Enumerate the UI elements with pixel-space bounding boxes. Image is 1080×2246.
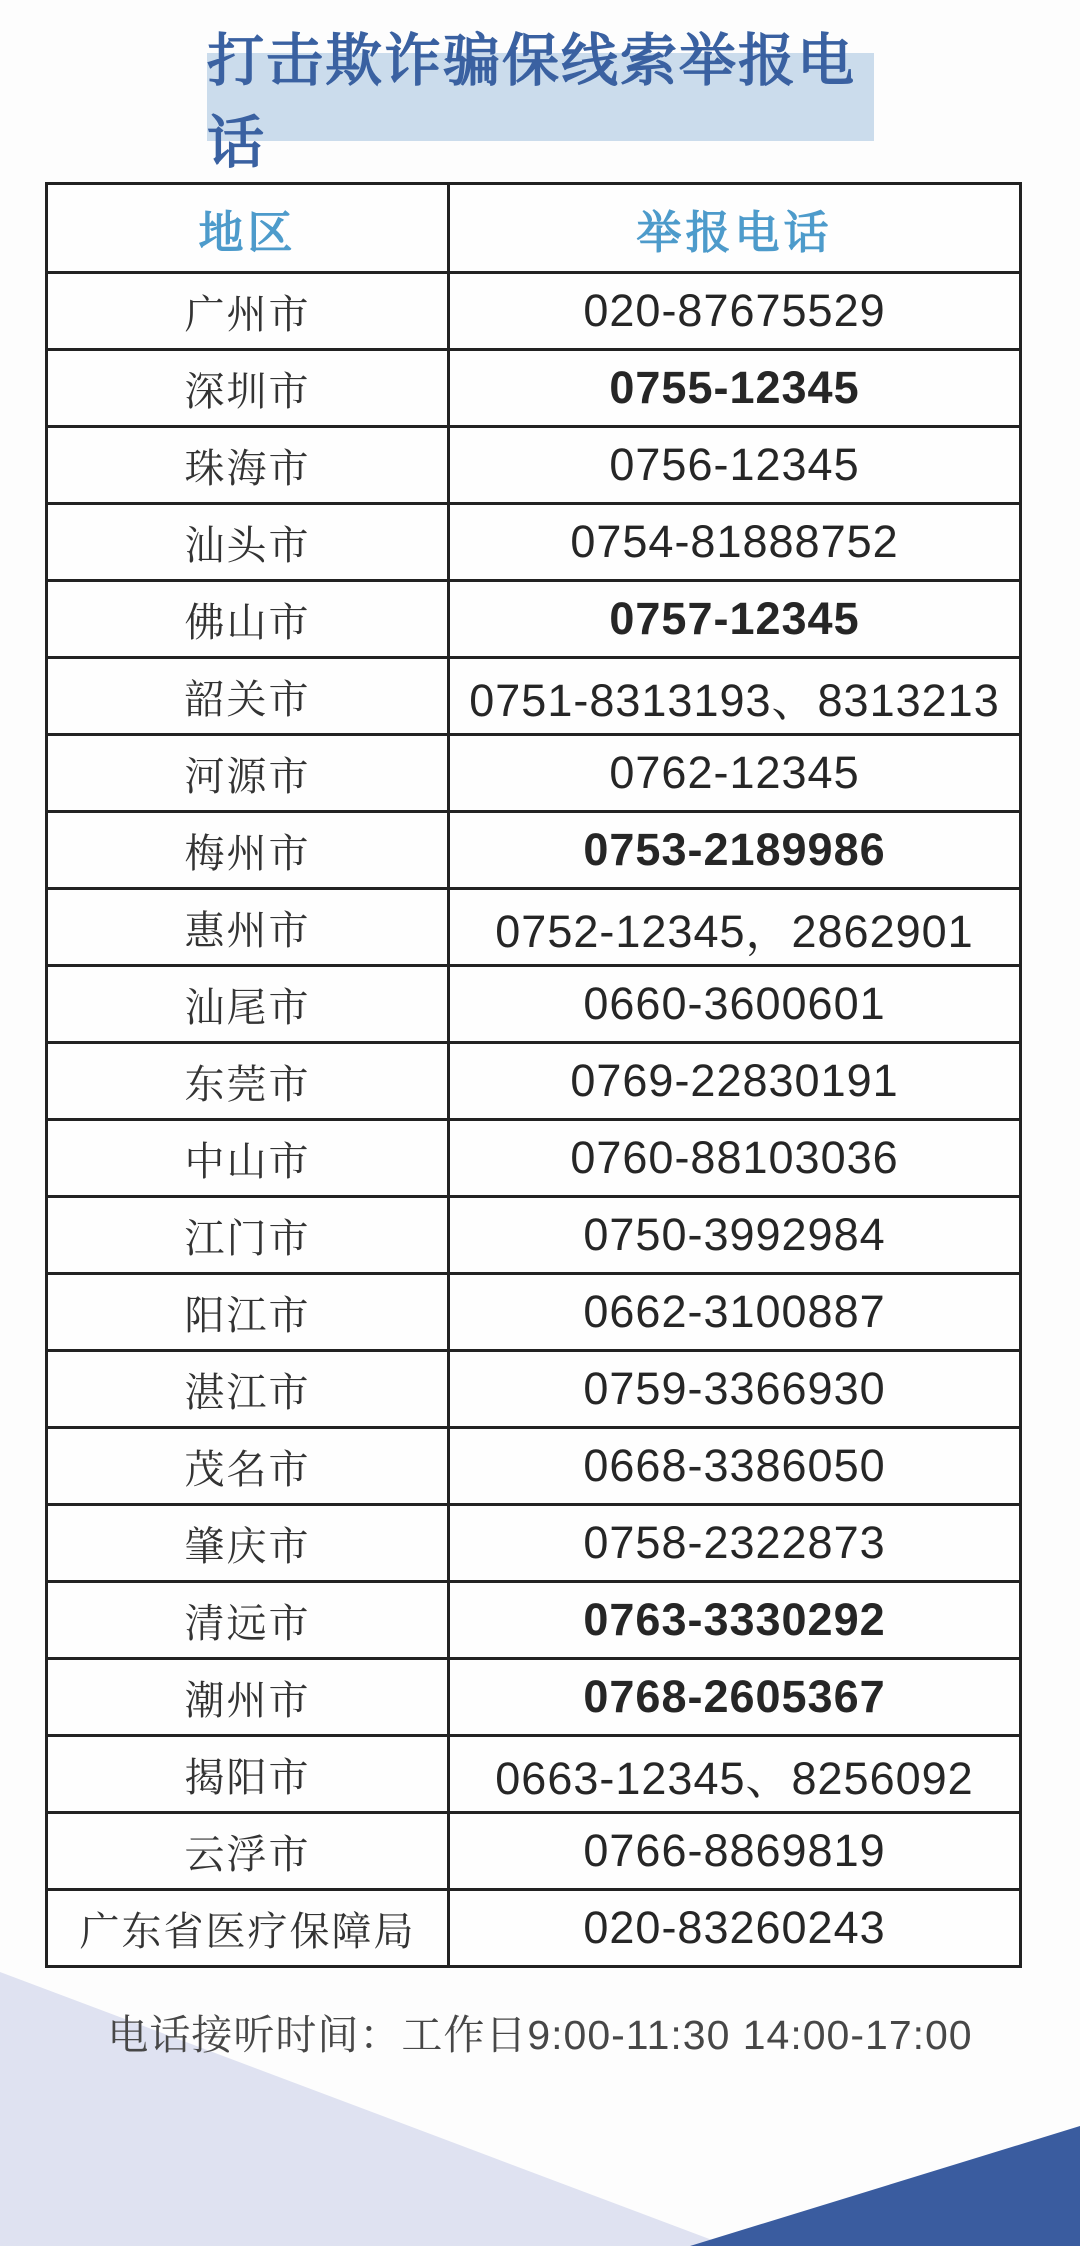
region-cell: 东莞市	[47, 1043, 449, 1120]
phone-cell: 0754-81888752	[449, 504, 1021, 581]
table-row	[47, 350, 1021, 427]
table-row	[47, 658, 1021, 735]
phone-cell: 0662-3100887	[449, 1274, 1021, 1351]
region-cell: 韶关市	[47, 658, 449, 735]
title-banner	[207, 29, 874, 175]
region-cell: 汕尾市	[47, 966, 449, 1043]
phone-cell: 0757-12345	[449, 581, 1021, 658]
phone-cell: 0752-12345，2862901	[449, 889, 1021, 966]
table-row	[47, 427, 1021, 504]
region-cell: 广州市	[47, 273, 449, 350]
table-row	[47, 1274, 1021, 1351]
phone-cell: 0751-8313193、8313213	[449, 658, 1021, 735]
region-cell: 珠海市	[47, 427, 449, 504]
phone-cell: 020-87675529	[449, 273, 1021, 350]
table-row	[47, 1736, 1021, 1813]
region-column-header: 地区	[47, 184, 449, 273]
phone-column-header: 举报电话	[449, 184, 1021, 273]
call-hours-note: 电话接听时间：工作日9:00-11:30 14:00-17:00	[107, 2012, 973, 2058]
table-row	[47, 966, 1021, 1043]
region-cell: 湛江市	[47, 1351, 449, 1428]
phone-cell: 0753-2189986	[449, 812, 1021, 889]
table-row	[47, 889, 1021, 966]
region-cell: 清远市	[47, 1582, 449, 1659]
phone-cell: 0769-22830191	[449, 1043, 1021, 1120]
table-row	[47, 1890, 1021, 1967]
region-cell: 梅州市	[47, 812, 449, 889]
phone-cell: 0762-12345	[449, 735, 1021, 812]
phone-cell: 0755-12345	[449, 350, 1021, 427]
table-row	[47, 1428, 1021, 1505]
table-row	[47, 1197, 1021, 1274]
table-row	[47, 1120, 1021, 1197]
table-row	[47, 1813, 1021, 1890]
table-row	[47, 1043, 1021, 1120]
region-cell: 惠州市	[47, 889, 449, 966]
phone-cell: 0763-3330292	[449, 1582, 1021, 1659]
region-cell: 阳江市	[47, 1274, 449, 1351]
table-row	[47, 812, 1021, 889]
phone-cell: 020-83260243	[449, 1890, 1021, 1967]
region-cell: 河源市	[47, 735, 449, 812]
phone-cell: 0756-12345	[449, 427, 1021, 504]
phone-cell: 0759-3366930	[449, 1351, 1021, 1428]
phone-cell: 0668-3386050	[449, 1428, 1021, 1505]
table-header-row	[47, 184, 1021, 273]
region-cell: 深圳市	[47, 350, 449, 427]
region-cell: 中山市	[47, 1120, 449, 1197]
hotline-table	[45, 182, 1022, 1968]
region-cell: 肇庆市	[47, 1505, 449, 1582]
phone-cell: 0768-2605367	[449, 1659, 1021, 1736]
phone-cell: 0766-8869819	[449, 1813, 1021, 1890]
bottom-right-triangle-decoration	[690, 2126, 1080, 2246]
region-cell: 茂名市	[47, 1428, 449, 1505]
hotline-table-container	[45, 182, 1022, 1968]
phone-cell: 0663-12345、8256092	[449, 1736, 1021, 1813]
region-cell: 江门市	[47, 1197, 449, 1274]
phone-cell: 0760-88103036	[449, 1120, 1021, 1197]
table-row	[47, 1659, 1021, 1736]
phone-cell: 0660-3600601	[449, 966, 1021, 1043]
phone-cell: 0758-2322873	[449, 1505, 1021, 1582]
table-row	[47, 504, 1021, 581]
page-title: 打击欺诈骗保线索举报电话	[207, 29, 856, 175]
region-cell: 云浮市	[47, 1813, 449, 1890]
region-cell: 广东省医疗保障局	[47, 1890, 449, 1967]
region-cell: 佛山市	[47, 581, 449, 658]
region-cell: 揭阳市	[47, 1736, 449, 1813]
region-cell: 潮州市	[47, 1659, 449, 1736]
table-row	[47, 735, 1021, 812]
table-row	[47, 1505, 1021, 1582]
table-row	[47, 273, 1021, 350]
table-row	[47, 1582, 1021, 1659]
phone-cell: 0750-3992984	[449, 1197, 1021, 1274]
table-row	[47, 1351, 1021, 1428]
region-cell: 汕头市	[47, 504, 449, 581]
table-row	[47, 581, 1021, 658]
